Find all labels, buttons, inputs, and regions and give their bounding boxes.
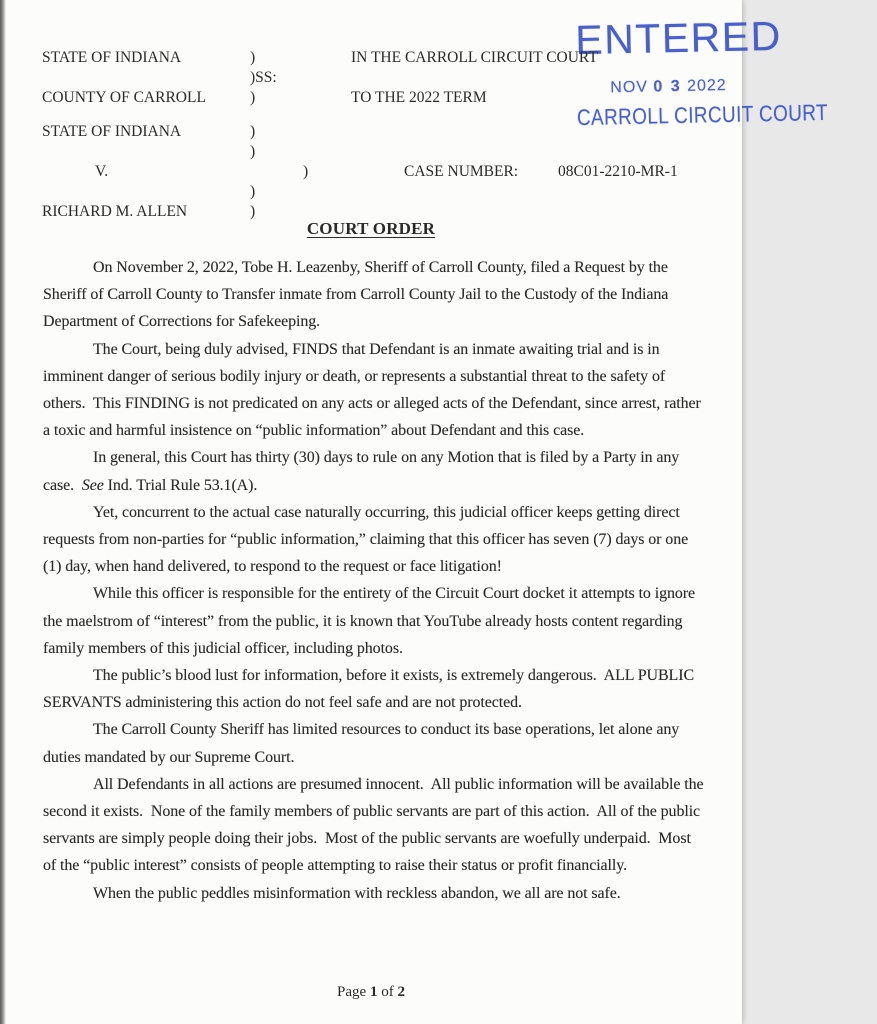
defendant-name: RICHARD M. ALLEN xyxy=(42,203,188,220)
court-order-title: COURT ORDER xyxy=(306,219,436,238)
order-paragraph: The Carroll County Sheriff has limited resources to conduct its base operations, let alone any duties mandated by our Supreme Court. xyxy=(43,721,684,766)
page-footer: Page 1 of 2 xyxy=(337,984,405,1000)
stamp-entered-text: ENTERED xyxy=(574,12,783,64)
caption-row xyxy=(42,48,728,68)
caption-row xyxy=(42,182,728,202)
order-paragraph: While this officer is responsible for the entirety of the Circuit Court docket it attempts to ignore the maelstrom of “interest” from the public, it is known that YouTube already hosts content regarding family members of this judicial officer, including photos. xyxy=(43,585,699,657)
stamp-date-year: 2022 xyxy=(681,76,727,95)
order-paragraph: The public’s blood lust for information, before it exists, is extremely dangerous. ALL PUBLIC SERVANTS administering this action do not feel safe and are not protected. xyxy=(43,667,698,712)
plaintiff-name: STATE OF INDIANA xyxy=(42,123,182,140)
stamp-court-name: CARROLL CIRCUIT COURT xyxy=(576,99,829,131)
case-number-value: 08C01-2210-MR-1 xyxy=(558,163,678,180)
order-paragraph: All Defendants in all actions are presumed innocent. All public information will be available the second it exists. None of the family members of public servants are part of this action. All of the public servants are simply people doing their jobs. Most of the public servants are woefully underpaid. Most of the “public interest” consists of people attempting to raise their status or profit financially. xyxy=(43,775,708,875)
order-paragraph: In general, this Court has thirty (30) days to rule on any Motion that is filed by a Party in any case. See Ind. Trial Rule 53.1(A). xyxy=(43,449,684,494)
case-caption xyxy=(42,48,728,222)
order-paragraph: On November 2, 2022, Tobe H. Leazenby, Sheriff of Carroll County, filed a Request by the Sheriff of Carroll County to Transfer inmate from Carroll County Jail to the Custody of the Indiana Department of Corrections for Safekeeping. xyxy=(43,259,673,331)
court-name-label: IN THE CARROLL CIRCUIT COURT xyxy=(351,49,598,66)
caption-paren: ) xyxy=(250,183,256,200)
citation-see: See xyxy=(81,476,104,494)
stamp-date-month: NOV xyxy=(610,78,654,97)
order-paragraph: Yet, concurrent to the actual case naturally occurring, this judicial officer keeps getting direct requests from non-parties for “public information,” claiming that this officer has seven (7) days or one (1) day, when hand delivered, to respond to the request or face litigation! xyxy=(43,503,693,576)
caption-row xyxy=(42,88,728,108)
page-number: 1 xyxy=(369,984,378,1000)
case-number-label: CASE NUMBER: xyxy=(404,163,519,180)
caption-paren: ) xyxy=(250,49,256,66)
term-label: TO THE 2022 TERM xyxy=(351,89,487,106)
order-paragraph: When the public peddles misinformation with reckless abandon, we all are not safe. xyxy=(93,884,621,902)
case-number-row xyxy=(404,162,728,182)
caption-paren: ) xyxy=(250,203,256,220)
caption-row xyxy=(42,68,728,88)
caption-paren: ) xyxy=(250,89,256,106)
scan-edge-shadow xyxy=(0,0,6,1024)
caption-ss: )SS: xyxy=(250,69,277,86)
venue-county-label: COUNTY OF CARROLL xyxy=(42,89,206,106)
caption-row xyxy=(42,122,728,142)
caption-paren: ) xyxy=(303,163,309,180)
page-total: 2 xyxy=(397,984,405,1000)
stamp-date-day: 0 3 xyxy=(653,77,682,96)
order-paragraph: The Court, being duly advised, FINDS that Defendant is an inmate awaiting trial and is in imminent danger of serious bodily injury or death, or represents a substantial threat to the safety of others. This FINDING is not predicated on any acts or alleged acts of the Defendant, since arrest, rather a toxic and harmful insistence on “public information” about Defendant and this case. xyxy=(43,340,705,440)
order-body xyxy=(43,254,707,907)
caption-row xyxy=(42,142,728,162)
versus-label: V. xyxy=(95,163,109,180)
caption-paren: ) xyxy=(250,143,256,160)
caption-row xyxy=(42,162,728,182)
caption-paren: ) xyxy=(250,123,256,140)
venue-state-label: STATE OF INDIANA xyxy=(42,49,182,66)
